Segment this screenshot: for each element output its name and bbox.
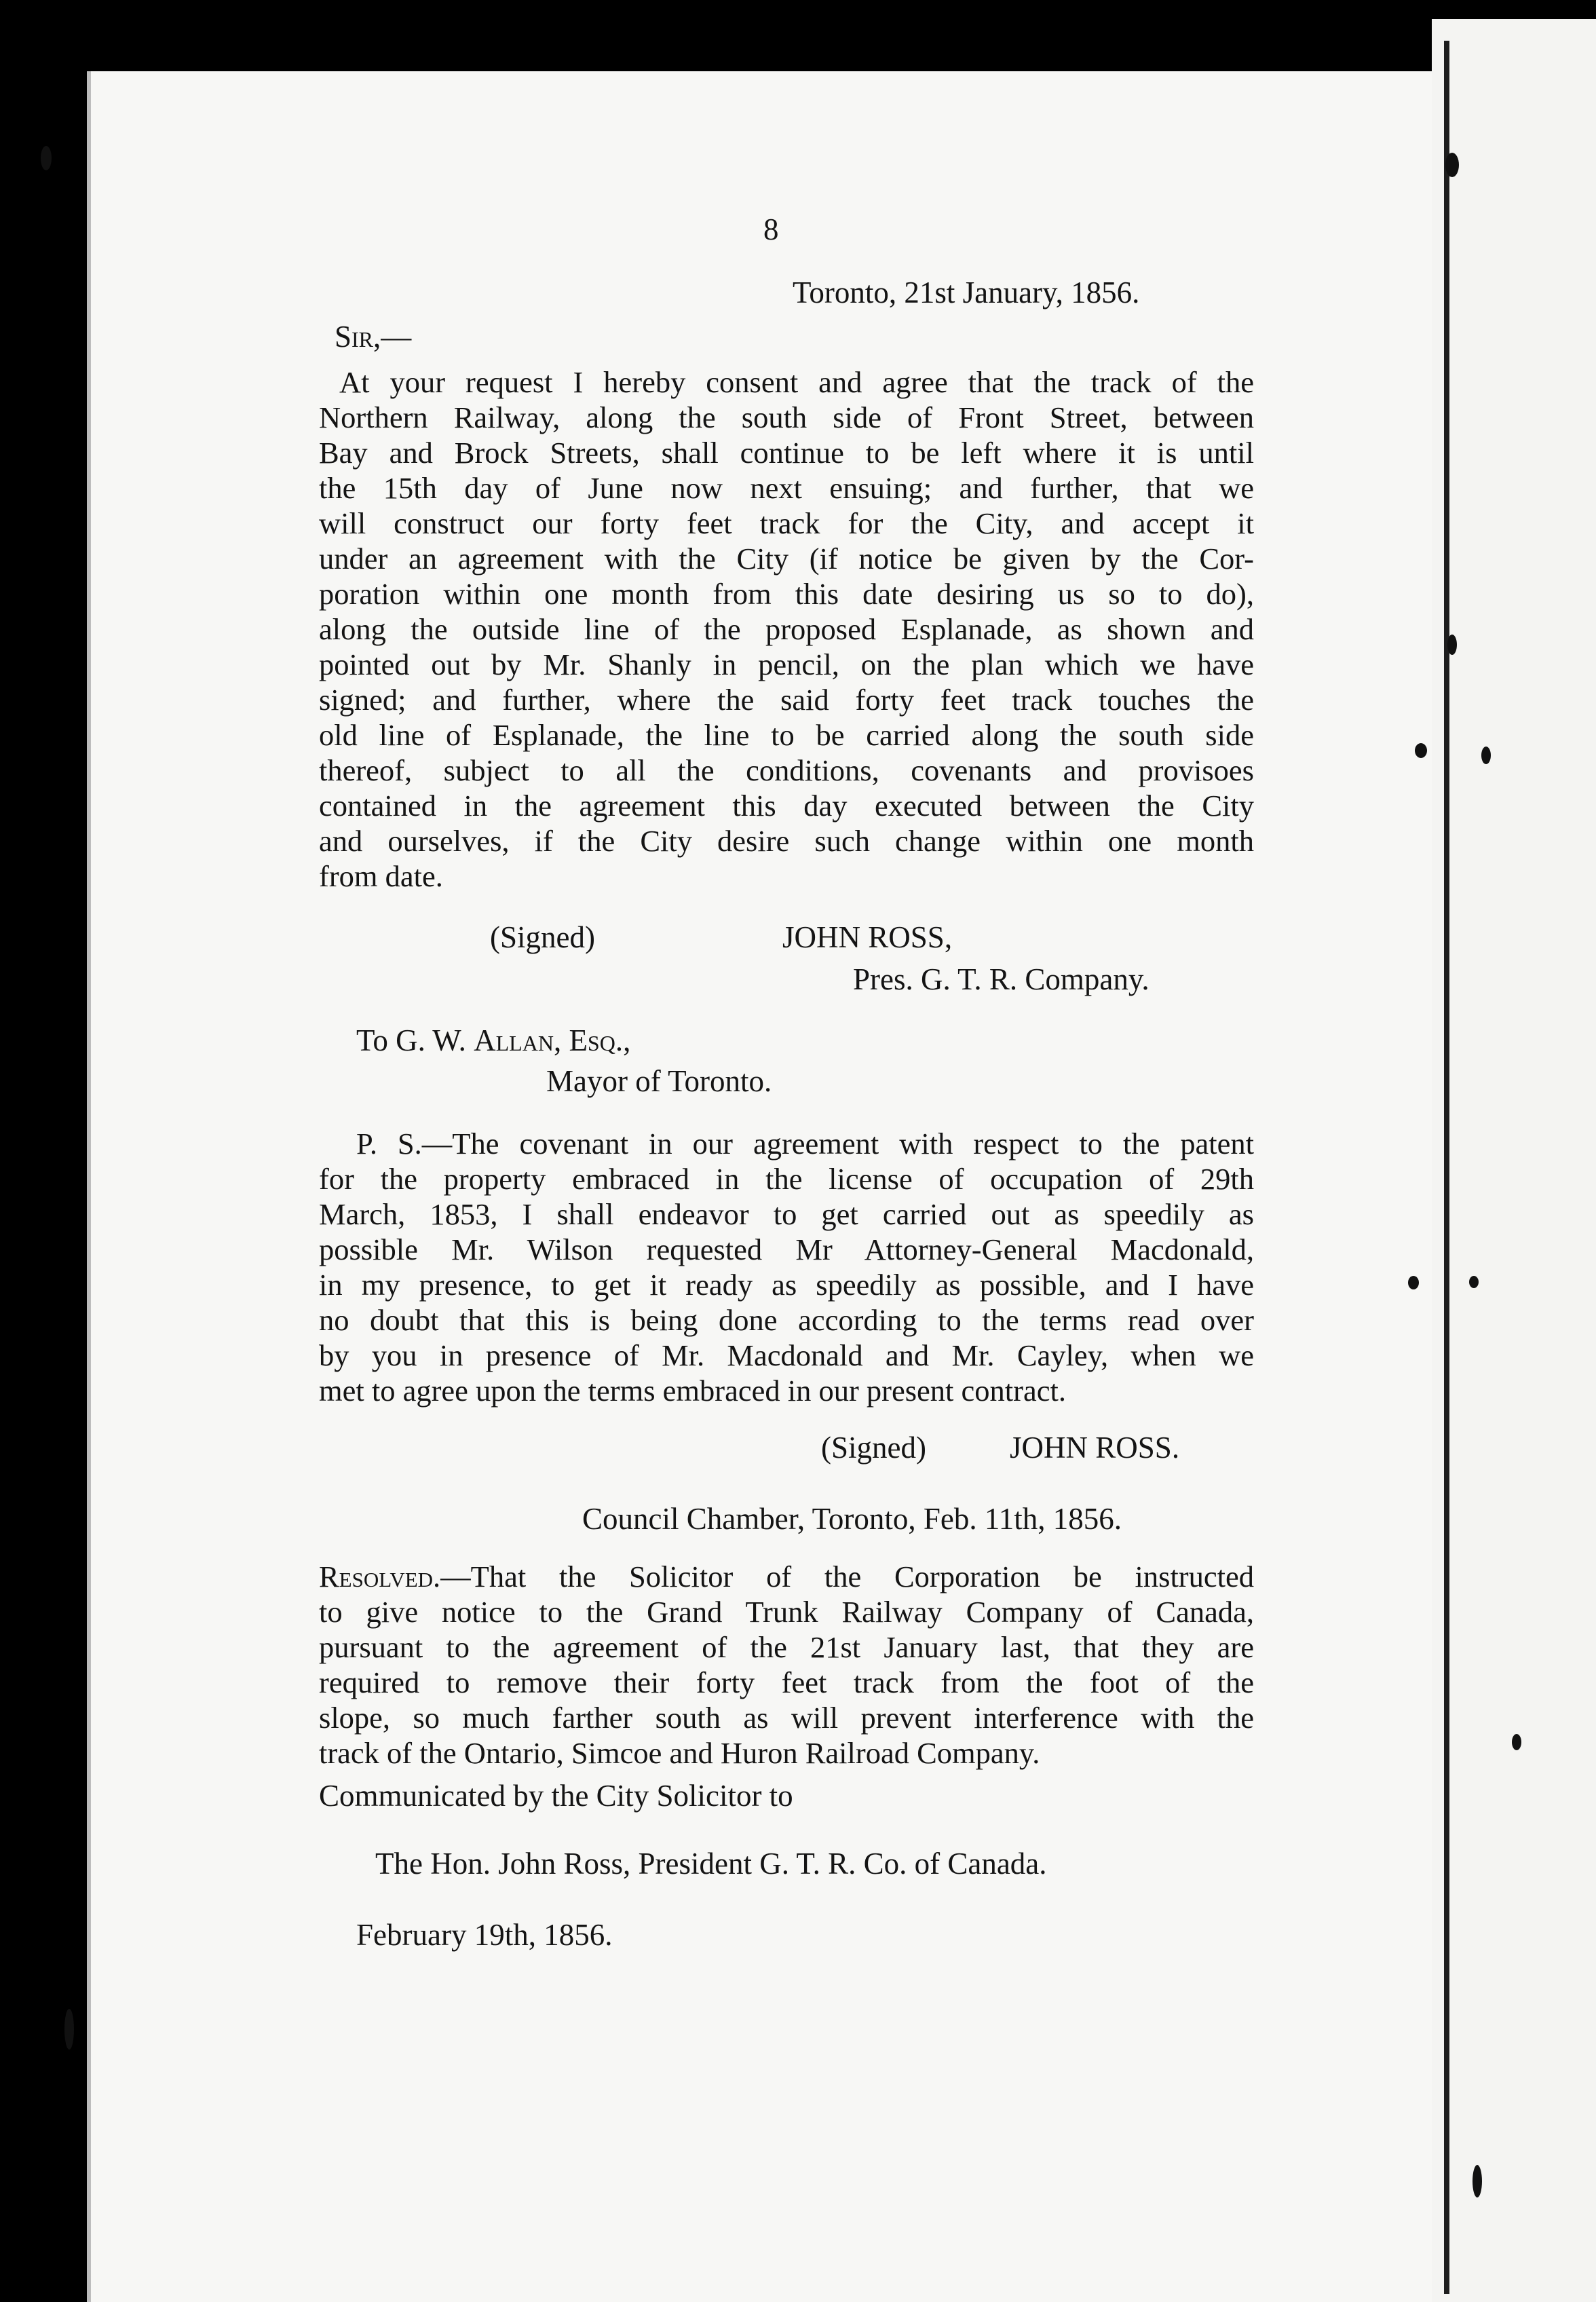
ps-signatory-name: JOHN ROSS. — [1010, 1431, 1180, 1465]
text-line: under an agreement with the City (if notice be given by the Cor- — [319, 542, 1254, 576]
text-line: poration within one month from this date desiring us so to do), — [319, 577, 1254, 611]
text-line: will construct our forty feet track for the City, and accept it — [319, 506, 1254, 540]
addressee — [356, 1023, 630, 1058]
text-line: no doubt that this is being done according to the terms read over — [319, 1303, 1254, 1337]
text-line: required to remove their forty feet track from the foot of the — [319, 1665, 1254, 1699]
text-line: slope, so much farther south as will prevent interference with the — [319, 1701, 1254, 1735]
closing-date: February 19th, 1856. — [356, 1918, 613, 1952]
text-line: Northern Railway, along the south side of Front Street, between — [319, 400, 1254, 434]
letter-salutation: Sir,— — [335, 320, 412, 354]
text-line: the 15th day of June now next ensuing; and further, that we — [319, 471, 1254, 505]
signatory-title: Pres. G. T. R. Company. — [853, 962, 1150, 996]
scan-speck — [1415, 743, 1427, 758]
scan-speck — [1408, 1276, 1419, 1289]
signed-label: (Signed) — [490, 920, 595, 954]
recipient-line: The Hon. John Ross, President G. T. R. Co. of Canada. — [375, 1847, 1047, 1881]
page-gutter — [1444, 41, 1449, 2294]
addressee-title: Mayor of Toronto. — [546, 1064, 772, 1098]
text-line: old line of Esplanade, the line to be carried along the south side — [319, 718, 1254, 752]
postscript-body — [319, 1126, 1254, 1408]
text-line: along the outside line of the proposed Esplanade, as shown and — [319, 612, 1254, 646]
text-line: pursuant to the agreement of the 21st January last, that they are — [319, 1630, 1254, 1664]
scan-speck — [1512, 1734, 1521, 1750]
scan-speck — [1481, 747, 1491, 764]
resolution-dateline: Council Chamber, Toronto, Feb. 11th, 1856. — [582, 1502, 1122, 1536]
scan-speck — [41, 146, 52, 170]
text-line: contained in the agreement this day executed between the City — [319, 789, 1254, 823]
text-line — [319, 1559, 1254, 1594]
text-line: track of the Ontario, Simcoe and Huron Railroad Company. — [319, 1736, 1040, 1770]
text-line: and ourselves, if the City desire such change within one month — [319, 824, 1254, 858]
resolution-first-line: —That the Solicitor of the Corporation be instructed — [440, 1560, 1254, 1593]
text-line: from date. — [319, 859, 443, 893]
ps-signed-label: (Signed) — [821, 1431, 926, 1465]
scan-speck — [1469, 1276, 1479, 1288]
text-line: to give notice to the Grand Trunk Railway Company of Canada, — [319, 1595, 1254, 1629]
signatory-name: JOHN ROSS, — [782, 920, 953, 954]
text-line: met to agree upon the terms embraced in our present contract. — [319, 1374, 1066, 1408]
letter-dateline: Toronto, 21st January, 1856. — [793, 276, 1140, 309]
addressee-name: Allan — [474, 1023, 554, 1057]
scan-speck — [1447, 635, 1457, 655]
text-line: At your request I hereby consent and agree that the track of the — [339, 365, 1254, 399]
text-line: by you in presence of Mr. Macdonald and Mr. Cayley, when we — [319, 1338, 1254, 1372]
text-line: thereof, subject to all the conditions, covenants and provisoes — [319, 753, 1254, 787]
text-line: in my presence, to get it ready as speedily as possible, and I have — [319, 1268, 1254, 1302]
resolved-label: Resolved. — [319, 1560, 441, 1593]
addressee-suffix: , — [623, 1023, 631, 1057]
scan-speck — [64, 2009, 74, 2050]
addressee-comma: , — [553, 1023, 569, 1057]
page-number: 8 — [763, 212, 779, 246]
scan-speck — [1445, 153, 1459, 177]
text-line: Bay and Brock Streets, shall continue to be left where it is until — [319, 436, 1254, 470]
text-line: March, 1853, I shall endeavor to get carried out as speedily as — [319, 1197, 1254, 1231]
addressee-prefix: To G. W. — [356, 1023, 474, 1057]
scan-speck — [1472, 2165, 1482, 2197]
resolution-body — [319, 1559, 1254, 1771]
text-line: pointed out by Mr. Shanly in pencil, on the plan which we have — [319, 647, 1254, 681]
communicated-line: Communicated by the City Solicitor to — [319, 1779, 793, 1813]
text-line: P. S.—The covenant in our agreement with respect to the patent — [356, 1127, 1254, 1161]
facing-page-edge — [1432, 19, 1596, 2302]
text-line: possible Mr. Wilson requested Mr Attorney-General Macdonald, — [319, 1232, 1254, 1266]
letter-body — [319, 364, 1254, 894]
text-line: for the property embraced in the license of occupation of 29th — [319, 1162, 1254, 1196]
addressee-esq: Esq. — [569, 1023, 624, 1057]
text-line: signed; and further, where the said forty feet track touches the — [319, 683, 1254, 717]
